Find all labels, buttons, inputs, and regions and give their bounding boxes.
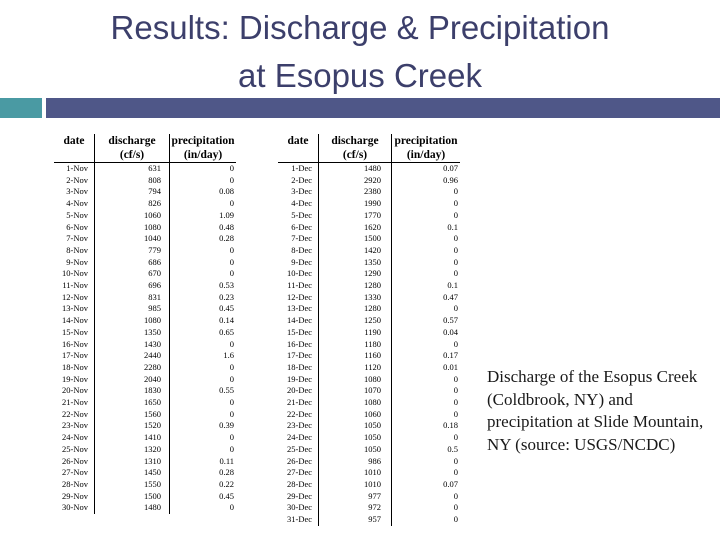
date-cell: 3-Nov	[66, 186, 88, 197]
discharge-cell: 2380	[319, 186, 392, 198]
accent-bar	[0, 98, 42, 118]
date-cell: 23-Dec	[286, 420, 312, 431]
table-row	[278, 280, 460, 292]
date-cell: 6-Nov	[66, 221, 88, 232]
precipitation-cell: 0.45	[170, 491, 237, 503]
precipitation-cell: 0	[392, 268, 461, 280]
precipitation-cell: 0	[392, 432, 461, 444]
precipitation-cell: 0	[392, 409, 461, 421]
date-cell: 4-Nov	[66, 198, 88, 209]
date-cell: 24-Dec	[286, 432, 312, 443]
table-row	[278, 444, 460, 456]
date-cell: 18-Nov	[62, 361, 88, 372]
precipitation-unit: (in/day)	[392, 148, 461, 163]
discharge-cell: 808	[95, 175, 170, 187]
date-cell: 12-Dec	[286, 291, 312, 302]
precipitation-cell: 0.28	[170, 467, 237, 479]
discharge-cell: 2920	[319, 175, 392, 187]
precipitation-cell: 0	[392, 467, 461, 479]
discharge-cell: 1560	[95, 409, 170, 421]
date-cell: 23-Nov	[62, 420, 88, 431]
date-cell: 28-Dec	[286, 478, 312, 489]
date-cell: 22-Dec	[286, 408, 312, 419]
precipitation-cell: 0	[170, 397, 237, 409]
table-row	[278, 257, 460, 269]
discharge-cell: 826	[95, 198, 170, 210]
table-row	[54, 175, 236, 187]
date-cell: 5-Dec	[291, 209, 312, 220]
date-cell: 17-Dec	[286, 350, 312, 361]
date-cell: 8-Nov	[66, 244, 88, 255]
date-cell: 19-Nov	[62, 373, 88, 384]
precipitation-cell: 0	[392, 245, 461, 257]
precipitation-cell: 0	[170, 362, 237, 374]
table-row	[278, 315, 460, 327]
table-row	[54, 292, 236, 304]
precipitation-cell: 0.96	[392, 175, 461, 187]
date-cell: 15-Dec	[286, 326, 312, 337]
date-cell: 26-Dec	[286, 455, 312, 466]
discharge-cell: 985	[95, 303, 170, 315]
discharge-cell: 1190	[319, 327, 392, 339]
precipitation-cell: 0	[392, 374, 461, 386]
december-table	[278, 134, 460, 526]
precipitation-cell: 0	[170, 502, 237, 514]
table-row	[278, 163, 460, 175]
precipitation-cell: 0.55	[170, 385, 237, 397]
table-row	[54, 198, 236, 210]
title-line-1: Results: Discharge & Precipitation	[110, 9, 610, 46]
discharge-cell: 686	[95, 257, 170, 269]
date-cell: 19-Dec	[286, 373, 312, 384]
date-cell: 11-Nov	[62, 280, 88, 291]
date-cell: 25-Dec	[286, 443, 312, 454]
precipitation-cell: 0	[170, 374, 237, 386]
discharge-cell: 1040	[95, 233, 170, 245]
discharge-cell: 1160	[319, 350, 392, 362]
discharge-cell: 1450	[95, 467, 170, 479]
discharge-cell: 1420	[319, 245, 392, 257]
discharge-cell: 1050	[319, 444, 392, 456]
date-cell: 16-Dec	[286, 338, 312, 349]
discharge-cell: 1120	[319, 362, 392, 374]
table-row	[54, 479, 236, 491]
date-cell: 14-Dec	[286, 315, 312, 326]
precipitation-cell: 0	[392, 385, 461, 397]
discharge-cell: 1770	[319, 210, 392, 222]
table-row	[278, 456, 460, 468]
table-row	[278, 268, 460, 280]
precipitation-cell: 0	[170, 339, 237, 351]
date-cell: 7-Nov	[66, 233, 88, 244]
table-row	[54, 315, 236, 327]
table-row	[54, 163, 236, 175]
date-cell: 24-Nov	[62, 432, 88, 443]
table-row	[278, 467, 460, 479]
discharge-cell: 1410	[95, 432, 170, 444]
precipitation-cell: 0	[170, 163, 237, 175]
table-row	[278, 210, 460, 222]
date-cell: 13-Dec	[286, 303, 312, 314]
date-cell: 21-Nov	[62, 397, 88, 408]
table-row	[54, 385, 236, 397]
date-cell: 29-Nov	[62, 490, 88, 501]
date-cell: 12-Nov	[62, 291, 88, 302]
precipitation-cell: 0	[170, 432, 237, 444]
date-cell: 4-Dec	[291, 198, 312, 209]
discharge-cell: 1290	[319, 268, 392, 280]
table-row	[278, 303, 460, 315]
date-cell: 9-Dec	[291, 256, 312, 267]
date-header: date	[287, 135, 309, 147]
precipitation-cell: 0.1	[392, 280, 461, 292]
precipitation-cell: 1.6	[170, 350, 237, 362]
table-row	[54, 268, 236, 280]
discharge-cell: 2440	[95, 350, 170, 362]
date-cell: 7-Dec	[291, 233, 312, 244]
precipitation-cell: 0	[392, 233, 461, 245]
precipitation-cell: 0	[392, 502, 461, 514]
date-cell: 21-Dec	[286, 397, 312, 408]
discharge-cell: 1430	[95, 339, 170, 351]
precipitation-cell: 0.14	[170, 315, 237, 327]
table-row	[278, 420, 460, 432]
precipitation-cell: 0.17	[392, 350, 461, 362]
table-row	[278, 186, 460, 198]
discharge-cell: 1050	[319, 420, 392, 432]
date-cell: 28-Nov	[62, 478, 88, 489]
discharge-cell: 831	[95, 292, 170, 304]
discharge-cell: 1550	[95, 479, 170, 491]
discharge-cell: 1070	[319, 385, 392, 397]
discharge-cell: 1310	[95, 456, 170, 468]
date-cell: 20-Dec	[286, 385, 312, 396]
date-cell: 16-Nov	[62, 338, 88, 349]
precipitation-cell: 0	[170, 409, 237, 421]
table-row	[54, 257, 236, 269]
precipitation-cell: 0.08	[170, 186, 237, 198]
date-cell: 11-Dec	[287, 280, 312, 291]
discharge-cell: 1060	[319, 409, 392, 421]
table-row	[278, 374, 460, 386]
date-cell: 29-Dec	[286, 490, 312, 501]
table-row	[54, 222, 236, 234]
precipitation-cell: 0.22	[170, 479, 237, 491]
date-cell: 14-Nov	[62, 315, 88, 326]
table-row	[54, 362, 236, 374]
table-row	[278, 397, 460, 409]
precipitation-cell: 0.01	[392, 362, 461, 374]
discharge-cell: 631	[95, 163, 170, 175]
precipitation-cell: 0	[170, 175, 237, 187]
date-cell: 18-Dec	[286, 361, 312, 372]
precipitation-cell: 0.11	[170, 456, 237, 468]
precipitation-header: precipitation	[171, 135, 235, 147]
table-row	[278, 175, 460, 187]
precipitation-cell: 0.53	[170, 280, 237, 292]
precipitation-cell: 0	[392, 491, 461, 503]
discharge-unit: (cf/s)	[95, 148, 170, 163]
table-row	[54, 374, 236, 386]
title-line-2: at Esopus Creek	[238, 57, 482, 94]
header-bar	[46, 98, 720, 118]
precipitation-cell: 0	[392, 514, 461, 526]
precipitation-cell: 0.48	[170, 222, 237, 234]
precipitation-cell: 0.04	[392, 327, 461, 339]
precipitation-cell: 0.39	[170, 420, 237, 432]
discharge-cell: 1520	[95, 420, 170, 432]
discharge-cell: 1050	[319, 432, 392, 444]
discharge-cell: 696	[95, 280, 170, 292]
discharge-cell: 1010	[319, 479, 392, 491]
date-header: date	[63, 135, 85, 147]
precipitation-cell: 0.18	[392, 420, 461, 432]
table-row	[278, 198, 460, 210]
precipitation-cell: 0	[392, 303, 461, 315]
table-row	[278, 432, 460, 444]
table-row	[54, 397, 236, 409]
table-row	[54, 233, 236, 245]
date-cell: 1-Dec	[291, 163, 312, 173]
discharge-unit: (cf/s)	[319, 148, 392, 163]
precipitation-cell: 0.45	[170, 303, 237, 315]
discharge-header: discharge	[95, 134, 170, 148]
discharge-cell: 1500	[95, 491, 170, 503]
discharge-cell: 1650	[95, 397, 170, 409]
date-cell: 8-Dec	[291, 244, 312, 255]
precipitation-cell: 0	[170, 198, 237, 210]
precipitation-cell: 0	[392, 397, 461, 409]
date-cell: 27-Nov	[62, 467, 88, 478]
table-row	[278, 245, 460, 257]
precipitation-cell: 0	[392, 210, 461, 222]
discharge-cell: 1080	[95, 222, 170, 234]
discharge-header: discharge	[319, 134, 392, 148]
discharge-cell: 1280	[319, 280, 392, 292]
table-row	[54, 456, 236, 468]
precipitation-cell: 0	[170, 444, 237, 456]
table-row	[54, 303, 236, 315]
discharge-cell: 1080	[95, 315, 170, 327]
date-cell: 25-Nov	[62, 443, 88, 454]
discharge-cell: 1480	[319, 163, 392, 175]
precipitation-cell: 1.09	[170, 210, 237, 222]
date-cell: 30-Nov	[62, 502, 88, 513]
date-cell: 2-Dec	[291, 174, 312, 185]
discharge-cell: 1830	[95, 385, 170, 397]
precipitation-cell: 0.23	[170, 292, 237, 304]
table-row	[278, 350, 460, 362]
table-row	[54, 210, 236, 222]
table-row	[278, 514, 460, 526]
date-cell: 9-Nov	[66, 256, 88, 267]
discharge-cell: 2280	[95, 362, 170, 374]
discharge-cell: 1250	[319, 315, 392, 327]
date-cell: 30-Dec	[286, 502, 312, 513]
discharge-cell: 1180	[319, 339, 392, 351]
precipitation-cell: 0	[392, 186, 461, 198]
precipitation-cell: 0	[392, 339, 461, 351]
precipitation-cell: 0.65	[170, 327, 237, 339]
precipitation-cell: 0.5	[392, 444, 461, 456]
precipitation-cell: 0	[392, 198, 461, 210]
table-row	[54, 339, 236, 351]
table-row	[278, 292, 460, 304]
date-cell: 10-Nov	[62, 268, 88, 279]
slide-title	[0, 4, 720, 100]
table-row	[278, 491, 460, 503]
discharge-cell: 1350	[95, 327, 170, 339]
date-cell: 10-Dec	[286, 268, 312, 279]
date-cell: 26-Nov	[62, 455, 88, 466]
date-cell: 1-Nov	[66, 163, 88, 173]
discharge-cell: 1350	[319, 257, 392, 269]
table-row	[54, 409, 236, 421]
date-cell: 2-Nov	[66, 174, 88, 185]
precipitation-unit: (in/day)	[170, 148, 237, 163]
discharge-cell: 986	[319, 456, 392, 468]
date-cell: 5-Nov	[66, 209, 88, 220]
table-row	[54, 280, 236, 292]
table-row	[278, 385, 460, 397]
precipitation-cell: 0	[392, 257, 461, 269]
discharge-cell: 1010	[319, 467, 392, 479]
discharge-cell: 1080	[319, 397, 392, 409]
discharge-cell: 1280	[319, 303, 392, 315]
date-cell: 13-Nov	[62, 303, 88, 314]
table-row	[278, 233, 460, 245]
table-row	[278, 362, 460, 374]
discharge-cell: 1480	[95, 502, 170, 514]
discharge-cell: 779	[95, 245, 170, 257]
discharge-cell: 972	[319, 502, 392, 514]
discharge-cell: 1990	[319, 198, 392, 210]
precipitation-cell: 0	[170, 268, 237, 280]
date-cell: 27-Dec	[286, 467, 312, 478]
discharge-cell: 1080	[319, 374, 392, 386]
table-row	[278, 222, 460, 234]
precipitation-cell: 0.57	[392, 315, 461, 327]
discharge-cell: 2040	[95, 374, 170, 386]
table-row	[54, 245, 236, 257]
precipitation-cell: 0	[170, 245, 237, 257]
table-row	[54, 420, 236, 432]
precipitation-cell: 0	[170, 257, 237, 269]
precipitation-cell: 0.07	[392, 479, 461, 491]
date-cell: 22-Nov	[62, 408, 88, 419]
figure-caption: Discharge of the Esopus Creek (Coldbrook, NY) and precipitation at Slide Mountain, NY (source: USGS/NCDC)	[487, 367, 704, 454]
table-row	[278, 327, 460, 339]
date-cell: 31-Dec	[286, 514, 312, 525]
discharge-cell: 794	[95, 186, 170, 198]
discharge-cell: 1620	[319, 222, 392, 234]
precipitation-cell: 0.28	[170, 233, 237, 245]
november-table	[54, 134, 236, 514]
table-row	[278, 409, 460, 421]
table-row	[54, 350, 236, 362]
discharge-cell: 670	[95, 268, 170, 280]
table-row	[54, 444, 236, 456]
discharge-cell: 957	[319, 514, 392, 526]
discharge-cell: 1330	[319, 292, 392, 304]
table-row	[54, 491, 236, 503]
table-row	[54, 467, 236, 479]
table-row	[278, 479, 460, 491]
table-row	[54, 327, 236, 339]
date-cell: 20-Nov	[62, 385, 88, 396]
date-cell: 15-Nov	[62, 326, 88, 337]
precipitation-cell: 0	[392, 456, 461, 468]
precipitation-cell: 0.07	[392, 163, 461, 175]
discharge-cell: 1320	[95, 444, 170, 456]
precipitation-header: precipitation	[392, 134, 461, 148]
table-row	[278, 339, 460, 351]
table-row	[54, 502, 236, 514]
table-row	[54, 186, 236, 198]
date-cell: 17-Nov	[62, 350, 88, 361]
date-cell: 3-Dec	[291, 186, 312, 197]
discharge-cell: 1060	[95, 210, 170, 222]
date-cell: 6-Dec	[291, 221, 312, 232]
discharge-cell: 1500	[319, 233, 392, 245]
precipitation-cell: 0.47	[392, 292, 461, 304]
table-row	[54, 432, 236, 444]
precipitation-cell: 0.1	[392, 222, 461, 234]
discharge-cell: 977	[319, 491, 392, 503]
table-row	[278, 502, 460, 514]
